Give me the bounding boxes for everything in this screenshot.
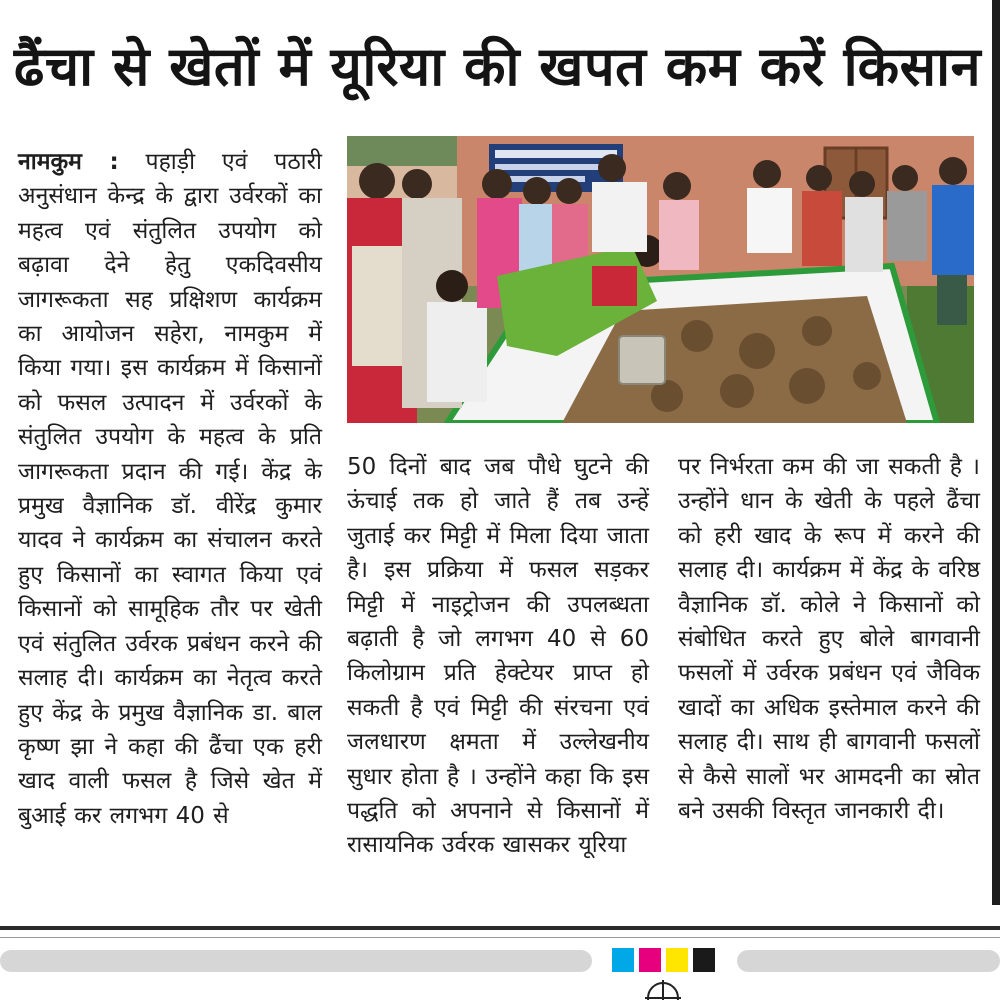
article-column-3: पर निर्भरता कम की जा सकती है । उन्होंने धान के खेती के पहले ढैंचा को हरी खाद के रूप में करने की सलाह दी। कार्यक्रम में केंद्र के वरिष्ठ वैज्ञानिक डॉ. कोले ने किसानों को संबोधित करते हुए बोले बागवानी फसलों में उर्वरक प्रबंधन एवं जैविक खादों का अधिक इस्तेमाल करने की सलाह दी। साथ ही बागवानी फसलों से कैसे सालों भर आमदनी का स्रोत बने उसकी विस्तृत जानकारी दी। [678,454,980,825]
column-edge-rule [992,0,1000,905]
column-1-text: पहाड़ी एवं पठारी अनुसंधान केन्द्र के द्वारा उर्वरकों का महत्व एवं संतुलित उपयोग को बढ़ावा देने हेतु एकदिवसीय जागरूकता सह प्रक्षिशण कार्यक्रम का आयोजन सहेरा, नामकुम में किया गया। इस कार्यक्रम में किसानों को फसल उत्पादन में उर्वरकों के संतुलित उपयोग के महत्व के प्रति जागरूकता प्रदान की गई। केंद्र के प्रमुख वैज्ञानिक डॉ. वीरेंद्र कुमार यादव ने कार्यक्रम का संचालन करते हुए किसानों का स्वागत किया एवं किसानों को सामूहिक तौर पर खेती एवं संतुलित उर्वरक प्रबंधन करने की सलाह दी। कार्यक्रम का नेतृत्व करते हुए केंद्र के प्रमुख वैज्ञानिक डा. बाल कृष्ण झा ने कहा की ढैंचा एक हरी खाद वाली फसल है जिसे खेत में बुआई कर लगभग 40 से [18,149,323,829]
black-swatch [693,948,715,972]
photo-illustration [347,136,974,423]
footer-bar-right [737,950,1000,972]
footer-bar-left [0,950,592,972]
news-photo [347,136,974,423]
bottom-rule-thin [0,937,1000,938]
dateline: नामकुम : [18,149,119,175]
headline: ढैंचा से खेतों में यूरिया की खपत कम करें किसान [13,35,982,98]
yellow-swatch [666,948,688,972]
registration-mark-icon [645,978,681,1000]
bottom-rule-thick [0,926,1000,930]
cyan-swatch [612,948,634,972]
magenta-swatch [639,948,661,972]
article-column-1 [18,145,322,833]
article-column-2: 50 दिनों बाद जब पौधे घुटने की ऊंचाई तक हो जाते हैं तब उन्हें जुताई कर मिट्टी में मिला दिया जाता है। इस प्रक्रिया में फसल सड़कर मिट्टी में नाइट्रोजन की उपलब्धता बढ़ाती है जो लगभग 40 से 60 किलोग्राम प्रति हेक्टेयर प्राप्त हो सकती है एवं मिट्टी की संरचना एवं जलधारण क्षमता में उल्लेखनीय सुधार होता है । उन्होंने कहा कि इस पद्धति को अपनाने से किसानों में रासायनिक उर्वरक खासकर यूरिया [347,454,649,859]
